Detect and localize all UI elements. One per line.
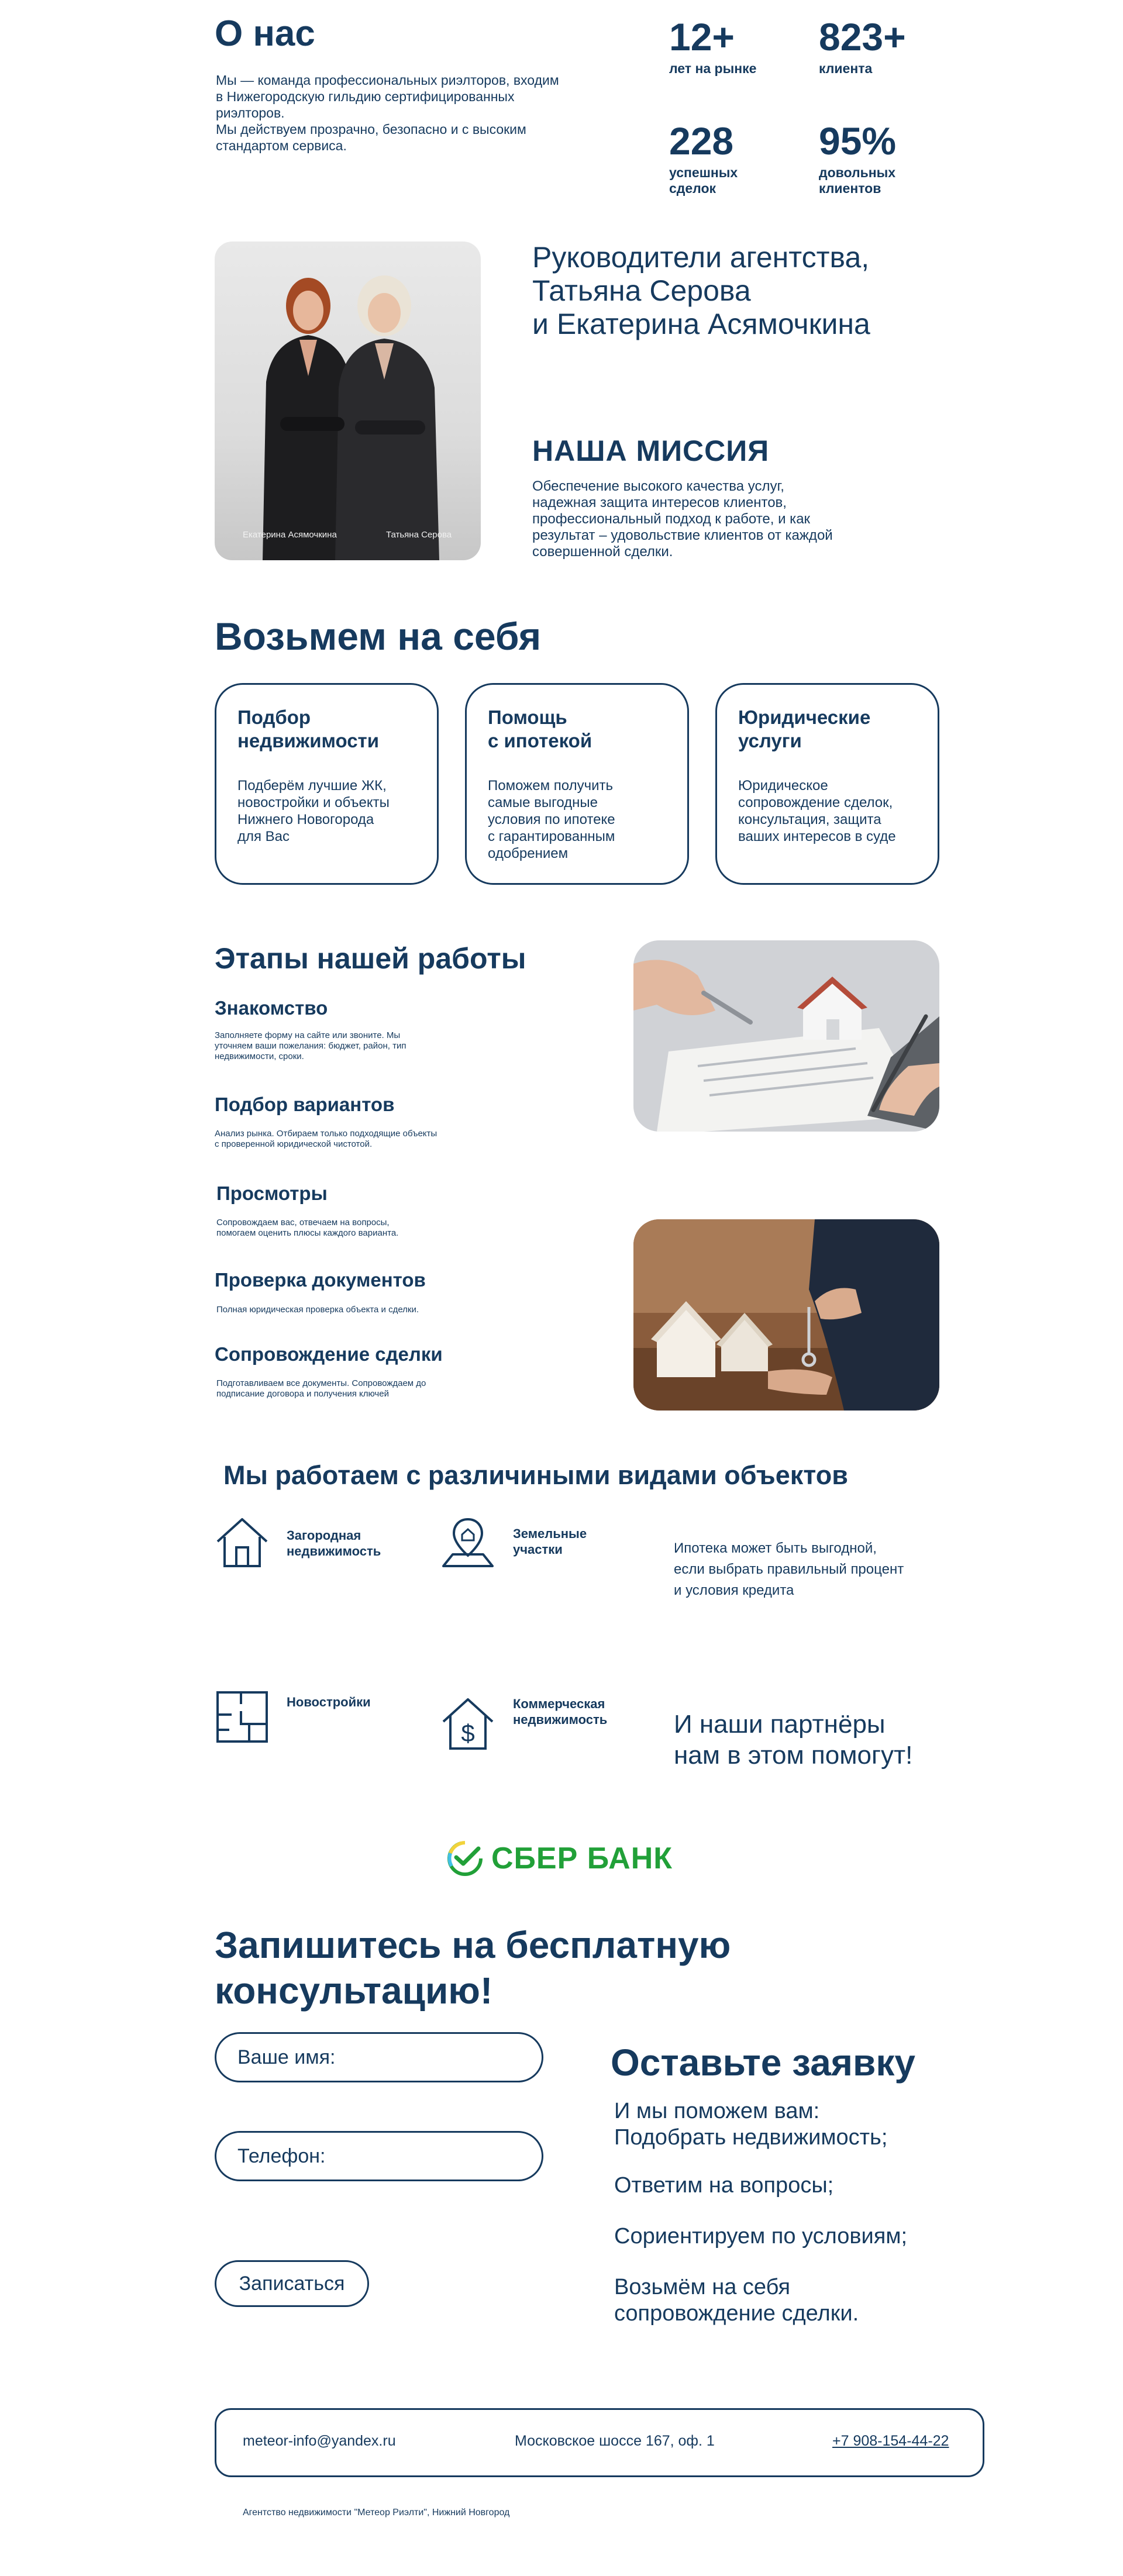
service-card-desc: Подберём лучшие ЖК, новостройки и объекты Нижнего Новогорода для Вас <box>237 778 390 844</box>
stat-years: 12+ лет на рынке <box>669 15 757 76</box>
stage-title-1: Знакомство <box>215 997 328 1019</box>
footer-address: Московское шоссе 167, оф. 1 <box>515 2433 715 2449</box>
help-item-2: Ответим на вопросы; <box>614 2173 834 2198</box>
apply-title: Оставьте заявку <box>611 2042 915 2084</box>
sber-logo-text: СБЕР БАНК <box>491 1842 673 1875</box>
services-title: Возьмем на себя <box>215 615 542 658</box>
sber-logo-icon <box>446 1839 484 1878</box>
object-label-commercial: Коммерческая недвижимость <box>513 1696 608 1727</box>
object-label-new-buildings: Новостройки <box>287 1695 371 1709</box>
help-item-3: Сориентируем по условиям; <box>614 2224 908 2249</box>
about-text: Мы — команда профессиональных риэлторов, входим в Нижегородскую гильдию сертифицированных риэлторов. Мы действуем прозрачно, безопасно и с высоким стандартом сервиса. <box>216 73 559 153</box>
name-input[interactable] <box>215 2032 543 2082</box>
sber-logo <box>446 1835 673 1882</box>
stages-title: Этапы нашей работы <box>215 942 526 975</box>
stage-desc-5: Подготавливаем все документы. Сопровождаем до подписание договора и получения ключей <box>216 1378 426 1399</box>
name-input-placeholder: Ваше имя: <box>237 2046 336 2068</box>
mission-title: НАША МИССИЯ <box>532 434 770 467</box>
stage-title-4: Проверка документов <box>215 1269 426 1291</box>
leaders-heading: Руководители агентства, Татьяна Серова и Екатерина Асямочкина <box>532 241 870 340</box>
stat-satisfied: 95% довольных клиентов <box>819 119 897 196</box>
help-item-4: Возьмём на себя сопровождение сделки. <box>614 2275 859 2326</box>
phone-input[interactable] <box>215 2131 543 2181</box>
mortgage-text: Ипотека может быть выгодной, если выбрать правильный процент и условия кредита <box>674 1540 904 1598</box>
mission-text: Обеспечение высокого качества услуг, надежная защита интересов клиентов, профессиональный подход к работе, и как результат – удовольствие клиентов от каждой совершенной сделки. <box>532 478 833 560</box>
stage-desc-1: Заполняете форму на сайте или звоните. Мы уточняем ваши пожелания: бюджет, район, тип недвижимости, сроки. <box>215 1030 407 1061</box>
stage-title-3: Просмотры <box>216 1182 328 1204</box>
stat-deals: 228 успешных сделок <box>669 119 738 196</box>
house-dollar-icon <box>440 1696 496 1752</box>
footer-email[interactable]: meteor-info@yandex.ru <box>243 2433 396 2449</box>
house-icon <box>214 1515 270 1571</box>
service-card-legal <box>715 683 939 885</box>
service-card-desc: Поможем получить самые выгодные условия по ипотеке с гарантированным одобрением <box>488 778 615 861</box>
partners-heading: И наши партнёры нам в этом помогут! <box>674 1710 913 1770</box>
footer-copyright: Агентство недвижимости "Метеор Риэлти", Нижний Новгород <box>243 2508 510 2518</box>
photo-caption-left: Екатерина Асямочкина <box>243 530 337 540</box>
consultation-title: Запишитесь на бесплатную консультацию! <box>215 1924 731 2012</box>
stat-clients: 823+ клиента <box>819 15 906 76</box>
service-card-property <box>215 683 439 885</box>
about-title: О нас <box>215 13 315 54</box>
service-card-mortgage <box>465 683 689 885</box>
keys-handover-photo <box>633 1219 939 1411</box>
photo-caption-right: Татьяна Серова <box>386 530 452 540</box>
service-card-title: Подбор недвижимости <box>237 706 379 751</box>
phone-input-placeholder: Телефон: <box>237 2144 326 2167</box>
stage-title-5: Сопровождение сделки <box>215 1343 443 1365</box>
submit-button[interactable]: Записаться <box>215 2260 369 2307</box>
stage-desc-2: Анализ рынка. Отбираем только подходящие объекты с проверенной юридической чистотой. <box>215 1129 438 1149</box>
team-photo <box>215 242 481 560</box>
stage-title-2: Подбор вариантов <box>215 1094 395 1115</box>
help-item-1: И мы поможем вам: Подобрать недвижимость; <box>614 2099 888 2150</box>
stage-desc-4: Полная юридическая проверка объекта и сделки. <box>216 1305 419 1315</box>
floor-plan-icon <box>214 1689 270 1745</box>
service-card-desc: Юридическое сопровождение сделок, консультация, защита ваших интересов в суде <box>738 778 896 844</box>
objects-title: Мы работаем с различиными видами объектов <box>223 1460 848 1490</box>
service-card-title: Помощь с ипотекой <box>488 706 592 751</box>
object-label-country: Загородная недвижимость <box>287 1528 381 1558</box>
svg-text:$: $ <box>461 1719 475 1747</box>
service-card-title: Юридические услуги <box>738 706 871 751</box>
contract-signing-photo <box>633 940 939 1132</box>
object-label-land: Земельные участки <box>513 1526 587 1557</box>
team-photo-illustration <box>215 242 481 560</box>
land-plot-icon <box>440 1515 496 1571</box>
stage-desc-3: Сопровождаем вас, отвечаем на вопросы, помогаем оценить плюсы каждого варианта. <box>216 1218 399 1238</box>
footer-phone[interactable]: +7 908-154-44-22 <box>832 2433 949 2449</box>
